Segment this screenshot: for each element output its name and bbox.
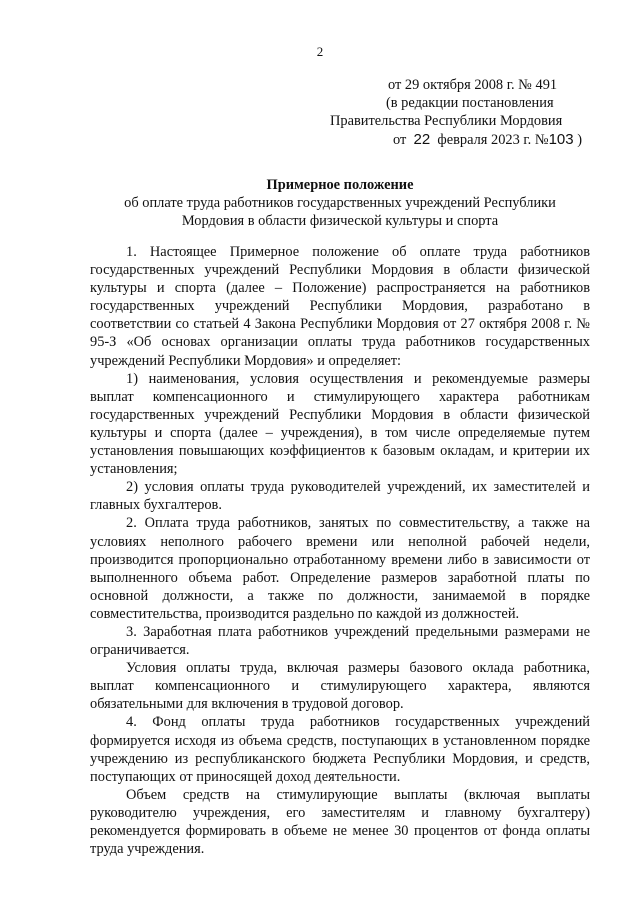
paragraph-1: 1. Настоящее Примерное положение об оплате труда работников государственных учреждений Республики Мордовия в области физической культуры и спорта (далее – Положение) распространяется на работников государственных учреждений Республики Мордовия, разработано в соответствии со статьей 4 Закона Республики Мордовия от 27 октября 2008 г. № 95-З «Об основах организации оплаты труда работников государственных учреждений Республики Мордовия» и определяет:	[90, 244, 590, 369]
paragraph-1-item-1: 1) наименования, условия осуществления и рекомендуемые размеры выплат компенсационного и стимулирующего характера работникам государственных учреждений Республики Мордовия в области физической культуры и спорта (далее – учреждения), в том числе определяемые путем установления повышающих коэффициентов к базовым окладам, и критерии их установления;	[90, 370, 590, 478]
decree-number: 103	[548, 130, 574, 148]
title-subtitle-line-1: об оплате труда работников государственных учреждений Республики	[124, 195, 556, 212]
decree-reference	[330, 76, 620, 149]
paragraph-1-item-2: 2) условия оплаты труда руководителей учреждений, их заместителей и главных бухгалтеров.	[90, 479, 590, 514]
page-number: 2	[316, 44, 324, 59]
paragraph-2: 2. Оплата труда работников, занятых по совместительству, а также на условиях неполного рабочего времени или неполной рабочей недели, производится пропорционально отработанному времени либо в зависимости от выполненного объема работ. Определение размеров заработной платы по основной должности, а также по должности, занимаемой в порядке совместительства, производится раздельно по каждой из должностей.	[90, 515, 590, 622]
document-body	[90, 243, 590, 858]
decree-prefix: от	[393, 131, 407, 148]
decree-line-2: (в редакции постановления	[386, 95, 554, 112]
document-title	[90, 176, 590, 230]
paragraph-3-continued: Условия оплаты труда, включая размеры базового оклада работника, выплат компенсационного и стимулирующего характера, являются обязательными для включения в трудовой договор.	[90, 660, 590, 713]
paragraph-3: 3. Заработная плата работников учреждений предельными размерами не ограничивается.	[90, 623, 590, 659]
decree-line-3: Правительства Республики Мордовия	[330, 113, 563, 130]
title-heading: Примерное положение	[266, 177, 414, 193]
decree-line-1: от 29 октября 2008 г. № 491	[388, 77, 558, 93]
decree-suffix: )	[577, 131, 583, 148]
title-subtitle-line-2: Мордовия в области физической культуры и спорта	[181, 213, 499, 230]
paragraph-4-continued: Объем средств на стимулирующие выплаты (включая выплаты руководителю учреждения, его заместителям и главному бухгалтеру) рекомендуется формировать в объеме не менее 30 процентов от фонда оплаты труда учреждения.	[90, 786, 590, 858]
decree-date-day: 22	[413, 130, 431, 148]
decree-line-4	[330, 131, 620, 149]
paragraph-4: 4. Фонд оплаты труда работников государственных учреждений формируется исходя из объема средств, поступающих в установленном порядке учреждению из республиканского бюджета Республики Мордовия, и средств, поступающих от приносящей доход деятельности.	[90, 714, 590, 785]
decree-date-rest: февраля 2023 г. №	[437, 131, 549, 148]
